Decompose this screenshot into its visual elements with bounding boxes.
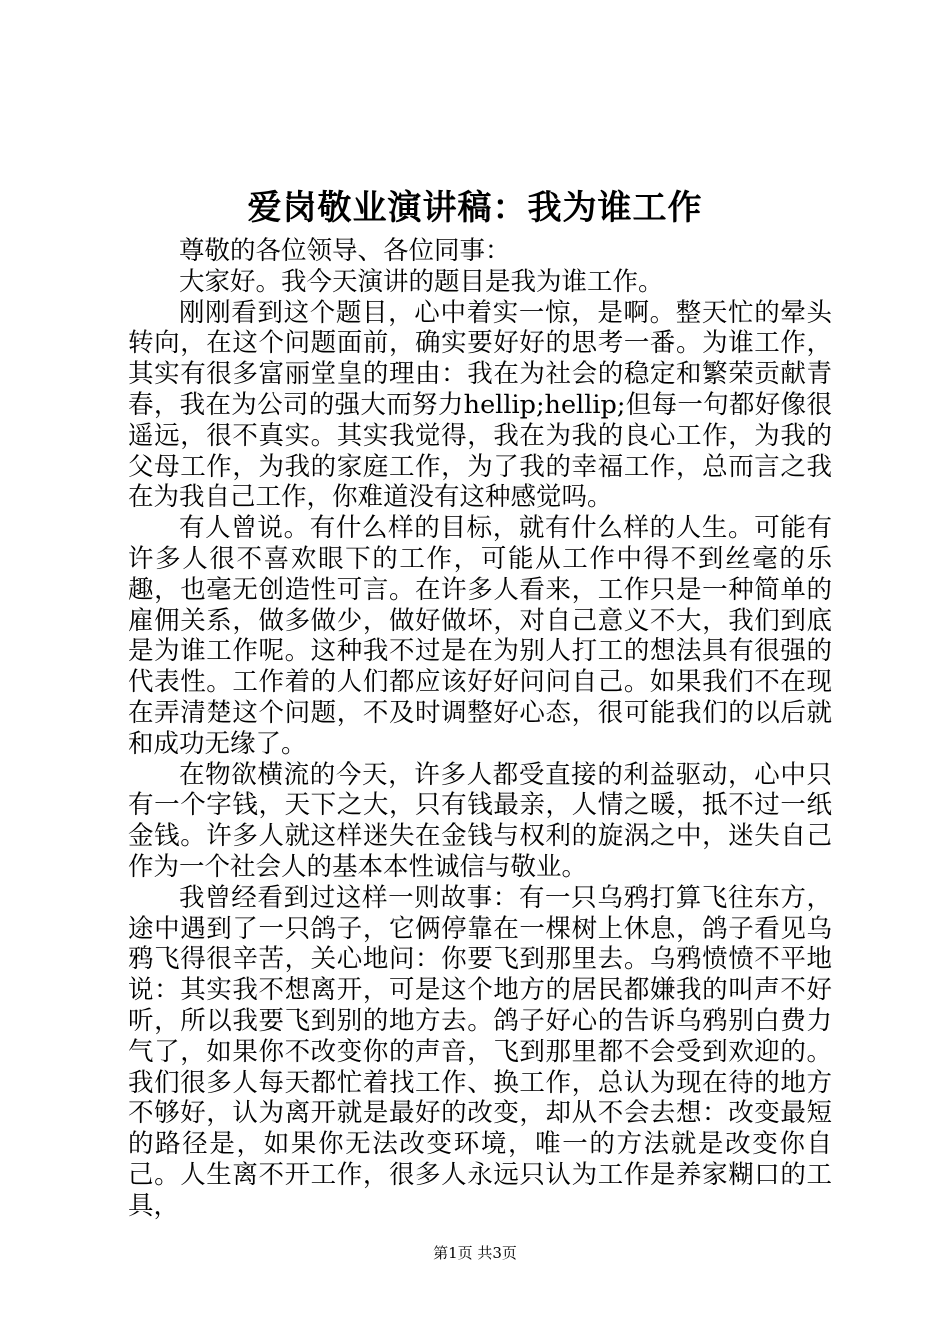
paragraph: 刚刚看到这个题目，心中着实一惊，是啊。整天忙的晕头转向，在这个问题面前，确实要好好的思考一番。为谁工作，其实有很多富丽堂皇的理由：我在为社会的稳定和繁荣贡献青春，我在为公司的强大而努力hellip;hellip;但每一句都好像很遥远，很不真实。其实我觉得，我在为我的良心工作，为我的父母工作，为我的家庭工作，为了我的幸福工作，总而言之我在为我自己工作，你难道没有这种感觉吗。 bbox=[128, 297, 832, 513]
paragraph: 大家好。我今天演讲的题目是我为谁工作。 bbox=[179, 266, 664, 297]
document-body bbox=[128, 236, 832, 1222]
document-title: 爱岗敬业演讲稿：我为谁工作 bbox=[247, 188, 703, 228]
page-footer: 第1页 共3页 bbox=[433, 1244, 517, 1262]
paragraph: 在物欲横流的今天，许多人都受直接的利益驱动，心中只有一个字钱，天下之大，只有钱最亲，人情之暖，抵不过一纸金钱。许多人就这样迷失在金钱与权利的旋涡之中，迷失自己作为一个社会人的基本本性诚信与敬业。 bbox=[128, 759, 832, 882]
paragraph: 尊敬的各位领导、各位同事： bbox=[179, 236, 511, 266]
paragraph: 我曾经看到过这样一则故事：有一只乌鸦打算飞往东方，途中遇到了一只鸽子，它俩停靠在一棵树上休息，鸽子看见乌鸦飞得很辛苦，关心地问：你要飞到那里去。乌鸦愤愤不平地说：其实我不想离开，可是这个地方的居民都嫌我的叫声不好听，所以我要飞到别的地方去。鸽子好心的告诉乌鸦别白费力气了，如果你不改变你的声音，飞到那里都不会受到欢迎的。我们很多人每天都忙着找工作、换工作，总认为现在待的地方不够好，认为离开就是最好的改变，却从不会去想：改变最短的路径是，如果你无法改变环境，唯一的方法就是改变你自己。人生离不开工作，很多人永远只认为工作是养家糊口的工具， bbox=[128, 882, 832, 1221]
paragraph: 有人曾说。有什么样的目标，就有什么样的人生。可能有许多人很不喜欢眼下的工作，可能从工作中得不到丝毫的乐趣，也毫无创造性可言。在许多人看来，工作只是一种简单的雇佣关系，做多做少，做好做坏，对自己意义不大，我们到底是为谁工作呢。这种我不过是在为别人打工的想法具有很强的代表性。工作着的人们都应该好好问问自己。如果我们不在现在弄清楚这个问题，不及时调整好心态，很可能我们的以后就和成功无缘了。 bbox=[128, 513, 832, 759]
